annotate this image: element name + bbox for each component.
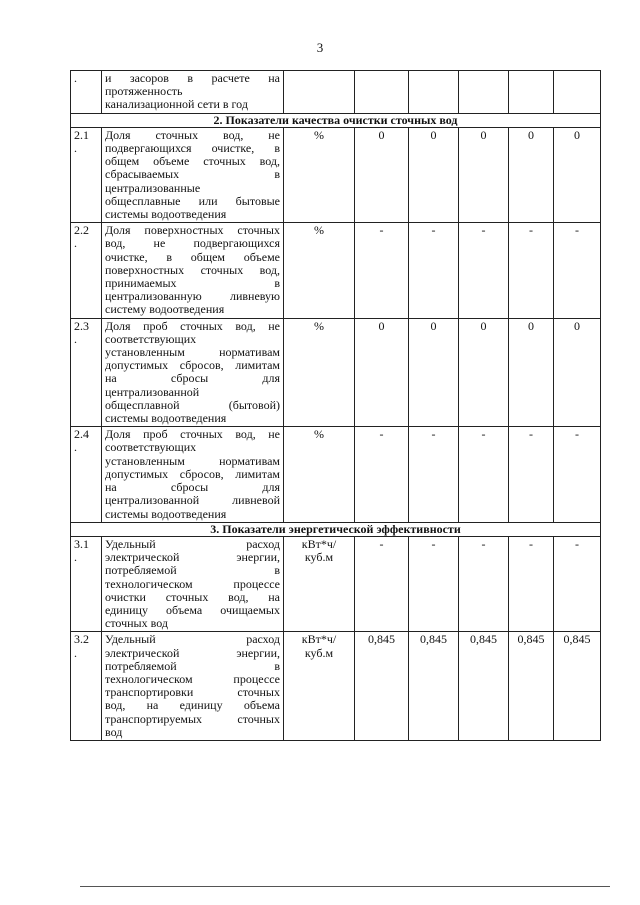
value-cell: - xyxy=(459,536,509,631)
table-row xyxy=(71,127,601,222)
page-number: 3 xyxy=(316,40,324,55)
unit-cell: % xyxy=(284,427,355,522)
value-cell: 0 xyxy=(355,318,409,427)
unit-cell: кВт*ч/ куб.м xyxy=(284,632,355,741)
value-cell: 0,845 xyxy=(459,632,509,741)
value-cell: 0 xyxy=(409,318,459,427)
table-row xyxy=(71,223,601,318)
value-cell: - xyxy=(509,427,554,522)
value-cell xyxy=(355,71,409,114)
row-number: 3.1 . xyxy=(71,536,102,631)
section-title: 2. Показатели качества очистки сточных вод xyxy=(71,113,601,127)
value-cell: 0,845 xyxy=(355,632,409,741)
row-number: . xyxy=(71,71,102,114)
value-cell: 0 xyxy=(509,318,554,427)
indicator-name: Доля проб сточных вод, не соответствующих установленным нормативам допустимых сбросов, лимитам на сбросы для централизованной ливневой системы водоотведения xyxy=(102,427,284,522)
value-cell: - xyxy=(409,223,459,318)
value-cell: 0,845 xyxy=(554,632,601,741)
value-cell: 0 xyxy=(554,318,601,427)
section-header xyxy=(71,113,601,127)
value-cell: 0,845 xyxy=(509,632,554,741)
value-cell: - xyxy=(409,427,459,522)
section-header xyxy=(71,522,601,536)
value-cell: - xyxy=(554,536,601,631)
value-cell: - xyxy=(459,223,509,318)
value-cell xyxy=(459,71,509,114)
row-number: 3.2 . xyxy=(71,632,102,741)
value-cell: 0 xyxy=(554,127,601,222)
value-cell: - xyxy=(355,427,409,522)
value-cell: - xyxy=(509,223,554,318)
value-cell xyxy=(554,71,601,114)
value-cell: - xyxy=(554,427,601,522)
indicator-name: Удельный расход электрической энергии, потребляемой в технологическом процессе транспортировки сточных вод, на единицу объема транспортируемых сточных вод xyxy=(102,632,284,741)
unit-cell xyxy=(284,71,355,114)
indicators-table xyxy=(70,70,601,741)
unit-cell: % xyxy=(284,127,355,222)
value-cell: - xyxy=(554,223,601,318)
row-number: 2.3 . xyxy=(71,318,102,427)
indicator-name: Доля поверхностных сточных вод, не подвергающихся очистке, в общем объеме поверхностных сточных вод, принимаемых в централизованную ливневую систему водоотведения xyxy=(102,223,284,318)
value-cell: 0,845 xyxy=(409,632,459,741)
value-cell: 0 xyxy=(459,127,509,222)
indicator-name: Удельный расход электрической энергии, потребляемой в технологическом процессе очистки сточных вод, на единицу объема очищаемых сточных вод xyxy=(102,536,284,631)
value-cell: - xyxy=(459,427,509,522)
value-cell: 0 xyxy=(459,318,509,427)
value-cell: 0 xyxy=(409,127,459,222)
indicator-name: и засоров в расчете на протяженность канализационной сети в год xyxy=(102,71,284,114)
table-row xyxy=(71,632,601,741)
indicator-name: Доля сточных вод, не подвергающихся очистке, в общем объеме сточных вод, сбрасываемых в централизованные общесплавные или бытовые системы водоотведения xyxy=(102,127,284,222)
table-row xyxy=(71,427,601,522)
value-cell: 0 xyxy=(355,127,409,222)
value-cell: - xyxy=(355,536,409,631)
row-number: 2.2 . xyxy=(71,223,102,318)
unit-cell: % xyxy=(284,318,355,427)
value-cell xyxy=(509,71,554,114)
bottom-rule xyxy=(80,886,610,887)
row-number: 2.4 . xyxy=(71,427,102,522)
value-cell: - xyxy=(409,536,459,631)
table-row xyxy=(71,71,601,114)
value-cell xyxy=(409,71,459,114)
section-title: 3. Показатели энергетической эффективности xyxy=(71,522,601,536)
unit-cell: % xyxy=(284,223,355,318)
value-cell: - xyxy=(509,536,554,631)
value-cell: 0 xyxy=(509,127,554,222)
value-cell: - xyxy=(355,223,409,318)
table-row xyxy=(71,536,601,631)
indicator-name: Доля проб сточных вод, не соответствующих установленным нормативам допустимых сбросов, лимитам на сбросы для централизованной общесплавной (бытовой) системы водоотведения xyxy=(102,318,284,427)
table-row xyxy=(71,318,601,427)
unit-cell: кВт*ч/ куб.м xyxy=(284,536,355,631)
row-number: 2.1 . xyxy=(71,127,102,222)
